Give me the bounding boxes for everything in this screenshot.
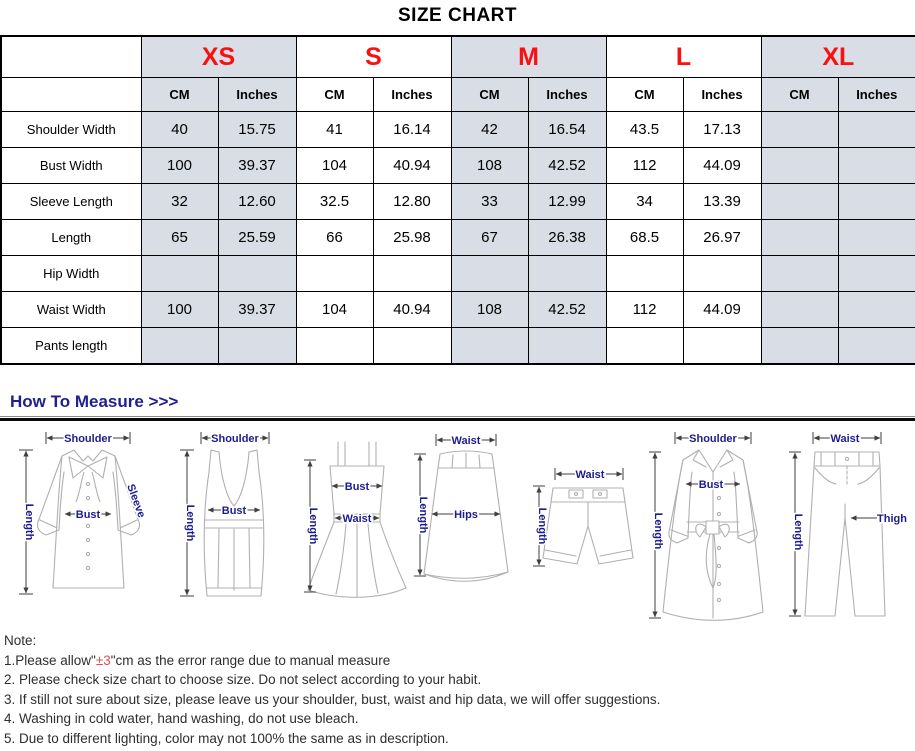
size-col-m: M [451, 36, 606, 78]
note-1-post: "cm as the error range due to manual measure [110, 652, 391, 668]
pants-thigh-label: Thigh [876, 513, 907, 525]
table-row [1, 184, 915, 220]
value-cell: 67 [451, 220, 528, 256]
table-row [1, 256, 915, 292]
value-cell: 104 [296, 148, 373, 184]
value-cell: 15.75 [218, 112, 296, 148]
table-row [1, 148, 915, 184]
skirt-length-label: Length [417, 496, 430, 534]
notes [4, 631, 909, 748]
skirt-waist-label: Waist [452, 435, 481, 447]
value-cell [218, 328, 296, 365]
value-cell [761, 328, 838, 365]
unit-header-cm: CM [606, 78, 683, 112]
value-cell [761, 292, 838, 328]
value-cell [451, 328, 528, 365]
coat-shoulder-label: Shoulder [688, 433, 737, 445]
value-cell: 43.5 [606, 112, 683, 148]
value-cell: 39.37 [218, 148, 296, 184]
value-cell: 12.60 [218, 184, 296, 220]
value-cell: 68.5 [606, 220, 683, 256]
note-line-5: 5. Due to different lighting, color may not 100% the same as in description. [4, 730, 449, 746]
unit-header-cm: CM [761, 78, 838, 112]
value-cell [606, 256, 683, 292]
note-line-2: 2. Please check size chart to choose size. Do not select according to your habit. [4, 672, 482, 687]
unit-header-cm: CM [451, 78, 528, 112]
unit-header-inches: Inches [838, 78, 915, 112]
value-cell: 12.99 [528, 184, 606, 220]
note-line-4: 4. Washing in cold water, hand washing, do not use bleach. [4, 711, 359, 726]
value-cell: 39.37 [218, 292, 296, 328]
note-1-pre: 1.Please allow" [4, 652, 96, 668]
skirt-hips-label: Hips [454, 509, 479, 521]
pants-length-label: Length [791, 513, 804, 551]
value-cell [683, 328, 761, 365]
blouse-length-label: Length [23, 503, 35, 541]
row-label: Length [1, 220, 141, 256]
tank-bust-label: Bust [221, 505, 247, 517]
measure-figures [0, 426, 915, 628]
value-cell: 104 [296, 292, 373, 328]
dress-length-label: Length [307, 507, 320, 545]
table-row [1, 328, 915, 365]
skirt-figure [408, 426, 520, 628]
value-cell [141, 256, 218, 292]
value-cell: 12.80 [373, 184, 451, 220]
row-label: Sleeve Length [1, 184, 141, 220]
value-cell: 26.97 [683, 220, 761, 256]
value-cell: 40.94 [373, 292, 451, 328]
value-cell: 40.94 [373, 148, 451, 184]
row-label: Pants length [1, 328, 141, 365]
tank-length-label: Length [184, 504, 197, 542]
shorts-outline [543, 488, 633, 564]
size-col-xs: XS [141, 36, 296, 78]
value-cell: 100 [141, 292, 218, 328]
value-cell: 112 [606, 148, 683, 184]
table-row [1, 220, 915, 256]
note-1-tolerance: ±3 [95, 652, 111, 668]
corner-cell [1, 36, 141, 78]
value-cell: 26.38 [528, 220, 606, 256]
value-cell [838, 328, 915, 365]
dress-bust-label: Bust [345, 481, 370, 493]
dress-figure [296, 426, 408, 628]
value-cell: 108 [451, 148, 528, 184]
unit-header-inches: Inches [683, 78, 761, 112]
unit-header-row [1, 78, 915, 112]
note-line-1 [4, 651, 909, 671]
value-cell: 44.09 [683, 148, 761, 184]
value-cell: 16.14 [373, 112, 451, 148]
value-cell: 100 [141, 148, 218, 184]
row-label: Hip Width [1, 256, 141, 292]
value-cell [373, 328, 451, 365]
divider-rule [0, 416, 915, 421]
corner-cell [1, 78, 141, 112]
shorts-waist-label: Waist [575, 469, 605, 481]
value-cell: 17.13 [683, 112, 761, 148]
value-cell: 34 [606, 184, 683, 220]
value-cell: 65 [141, 220, 218, 256]
value-cell: 44.09 [683, 292, 761, 328]
value-cell [683, 256, 761, 292]
notes-heading: Note: [4, 633, 37, 648]
unit-header-inches: Inches [373, 78, 451, 112]
pants-figure [779, 426, 909, 628]
value-cell [761, 256, 838, 292]
value-cell: 33 [451, 184, 528, 220]
blouse-shoulder-label: Shoulder [64, 433, 112, 445]
row-label: Waist Width [1, 292, 141, 328]
table-row [1, 112, 915, 148]
unit-header-cm: CM [141, 78, 218, 112]
value-cell [761, 148, 838, 184]
value-cell: 25.98 [373, 220, 451, 256]
value-cell: 32.5 [296, 184, 373, 220]
value-cell [761, 220, 838, 256]
value-cell: 32 [141, 184, 218, 220]
pants-outline [805, 452, 885, 616]
value-cell [218, 256, 296, 292]
coat-outline [663, 450, 763, 620]
row-label: Shoulder Width [1, 112, 141, 148]
row-label: Bust Width [1, 148, 141, 184]
value-cell: 112 [606, 292, 683, 328]
value-cell: 40 [141, 112, 218, 148]
size-header-row [1, 36, 915, 78]
value-cell: 42 [451, 112, 528, 148]
value-cell [373, 256, 451, 292]
value-cell: 25.59 [218, 220, 296, 256]
pants-waist-label: Waist [830, 433, 860, 445]
size-col-l: L [606, 36, 761, 78]
shorts-figure [521, 426, 639, 628]
size-col-s: S [296, 36, 451, 78]
unit-header-cm: CM [296, 78, 373, 112]
value-cell [838, 292, 915, 328]
tank-shoulder-label: Shoulder [211, 433, 259, 445]
note-line-3: 3. If still not sure about size, please leave us your shoulder, bust, waist and hip data, we will offer suggestions. [4, 691, 661, 707]
page-title: SIZE CHART [398, 5, 517, 26]
value-cell [141, 328, 218, 365]
value-cell [528, 328, 606, 365]
value-cell [838, 220, 915, 256]
how-to-measure-heading: How To Measure >>> [10, 392, 179, 411]
blouse-bust-label: Bust [75, 509, 101, 521]
tank-top-outline [204, 450, 264, 596]
value-cell: 16.54 [528, 112, 606, 148]
value-cell: 13.39 [683, 184, 761, 220]
value-cell [451, 256, 528, 292]
coat-figure [639, 426, 779, 628]
dress-waist-label: Waist [342, 513, 372, 525]
value-cell [838, 256, 915, 292]
value-cell [838, 184, 915, 220]
blouse-figure [6, 426, 171, 628]
shorts-length-label: Length [535, 507, 548, 545]
size-col-xl: XL [761, 36, 915, 78]
value-cell [296, 328, 373, 365]
value-cell: 42.52 [528, 148, 606, 184]
blouse-sleeve-label: Sleeve [124, 482, 148, 520]
value-cell [296, 256, 373, 292]
tank-top-figure [171, 426, 296, 628]
value-cell [528, 256, 606, 292]
value-cell [838, 148, 915, 184]
value-cell: 42.52 [528, 292, 606, 328]
value-cell [838, 112, 915, 148]
blouse-bow [69, 457, 107, 502]
size-chart-table [0, 35, 915, 365]
value-cell: 108 [451, 292, 528, 328]
table-row [1, 292, 915, 328]
value-cell [606, 328, 683, 365]
value-cell [761, 112, 838, 148]
coat-bust-label: Bust [698, 479, 724, 491]
coat-length-label: Length [651, 512, 664, 550]
value-cell [761, 184, 838, 220]
value-cell: 66 [296, 220, 373, 256]
unit-header-inches: Inches [218, 78, 296, 112]
value-cell: 41 [296, 112, 373, 148]
unit-header-inches: Inches [528, 78, 606, 112]
